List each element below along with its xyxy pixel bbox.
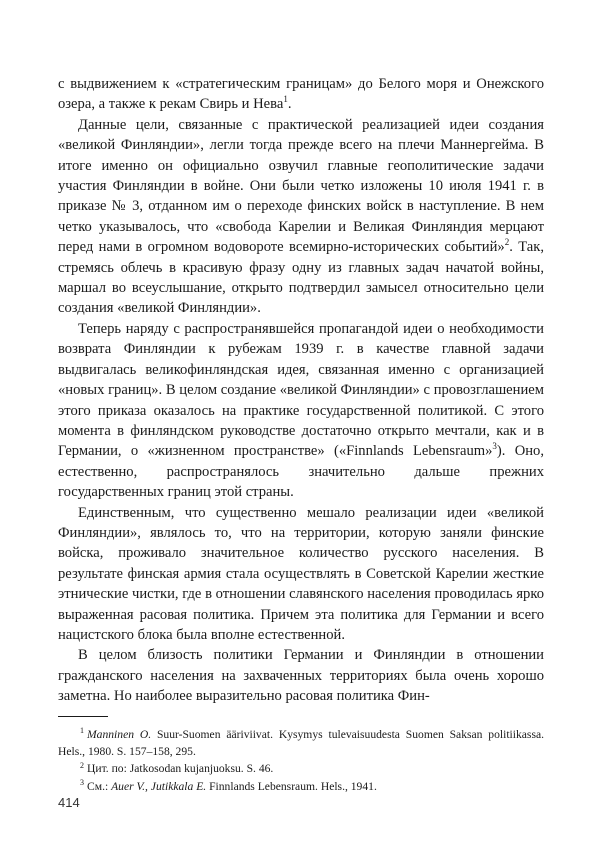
paragraph-2 [58, 115, 544, 319]
paragraph-4 [58, 503, 544, 646]
footnote-text: Цит. по: Jatkosodan kujanjuoksu. S. 46. [87, 762, 274, 776]
main-text [58, 74, 544, 707]
footnote-author: Manninen O. [87, 728, 152, 741]
paragraph-text: Теперь наряду с распространявшейся пропагандой идеи о необходимости возврата Финляндии к рубежам 1939 г. в качестве главной задачи выдвигалась великофинляндская идея, связанная именно с организацией «новых границ». В целом создание «великой Финляндии» с провозглашением этого приказа оказалось на практике государственной политикой. С этого момента в финляндском руководстве достаточно открыто мечтали, как и в Германии, о «жизненном пространстве» («Finnlands Lebensraum» [58, 320, 544, 460]
paragraph-5 [58, 645, 544, 706]
footnote-ref-3[interactable]: 3 [492, 441, 497, 452]
footnote-3 [58, 778, 544, 795]
paragraph-text: Данные цели, связанные с практической реализацией идеи создания «великой Финляндии», легли тогда прежде всего на плечи Маннергейма. В итоге именно он официально озвучил главные геополитические задачи участия Финляндии в войне. Они были четко изложены 10 июля 1941 г. в приказе № 3, отданном им о переходе финских войск в наступление. В нем четко указывалось, что «свобода Карелии и Великая Финляндия мерцают перед нами в огромном водовороте всемирно-исторических событий» [58, 116, 544, 256]
footnote-ref-2[interactable]: 2 [504, 237, 510, 248]
paragraph-text: Единственным, что существенно мешало реализации идеи «великой Финляндии», являлось то, что на территории, которую заняли финские войска, проживало значительное количество русского населения. В результате финская армия стала осуществлять в Советской Карелии жесткие этнические чистки, где в отношении славянского населения проводилась ярко выраженная расовая политика. Причем эта политика для Германии и всего нацистского блока была вполне естественной. [58, 504, 544, 643]
paragraph-text-tail: . [287, 96, 292, 113]
footnotes [58, 726, 544, 795]
footnote-number: 3 [80, 777, 84, 787]
footnote-prefix: См.: [87, 779, 112, 793]
footnote-2 [58, 760, 544, 777]
footnote-1 [58, 726, 544, 760]
footnote-author: Auer V., Jutikkala E. [111, 779, 207, 793]
page-number: 414 [58, 795, 80, 810]
paragraph-3 [58, 319, 544, 503]
footnote-number: 1 [80, 726, 84, 736]
paragraph-1 [58, 74, 544, 115]
footnote-ref-1[interactable]: 1 [283, 94, 288, 105]
paragraph-text: В целом близость политики Германии и Финляндии в отношении гражданского населения на захваченных территориях была очень хорошо заметна. Но наиболее выразительно расовая политика Фин- [58, 647, 544, 705]
paragraph-text-tail: . Так, стремясь облечь в красивую фразу одну из главных задач начатой войны, маршал во всеуслышание, открыто подтвердил замысел относительно цели создания «великой Финляндии». [58, 239, 544, 317]
paragraph-text: с выдвижением к «стратегическим границам» до Белого моря и Онежского озера, а также к рекам Свирь и Нева [58, 76, 544, 113]
footnote-divider [58, 716, 108, 717]
footnote-text: Finnlands Lebensraum. Hels., 1941. [206, 779, 377, 793]
footnote-text: Suur-Suomen ääriviivat. Kysymys tulevaisuudesta Suomen Saksan politiikassa. Hels., 1980. S. 157–158, 295. [58, 728, 544, 759]
footnote-number: 2 [80, 760, 84, 770]
paragraph-text-tail: ). Оно, естественно, распространялось значительно дальше прежних государственных границ этой страны. [58, 443, 544, 501]
